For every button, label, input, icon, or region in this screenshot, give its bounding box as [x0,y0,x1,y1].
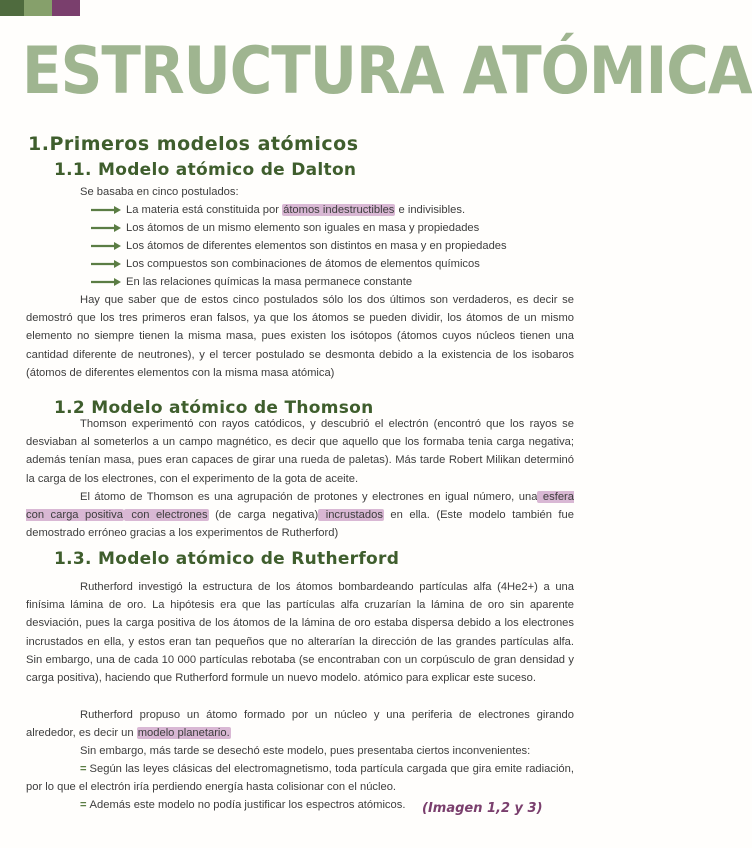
postulate-4-text: Los compuestos son combinaciones de átomos de elementos químicos [126,258,480,270]
dalton-intro: Se basaba en cinco postulados: [80,186,239,198]
postulate-1 [90,201,465,219]
page-title: ESTRUCTURA ATÓMICA [22,32,752,109]
thomson-paragraph-2: El átomo de Thomson es una agrupación de protones y electrones en igual número, una esfera con carga positiva con electrones (de carga negativa) incrustados en ella. (Este modelo también fue demostrado erróneo gracias a los experimentos de Rutherford) [26,491,574,540]
dash-bullet-icon: = [80,763,87,775]
postulate-3 [90,237,507,255]
arrow-icon [90,259,122,269]
corner-block-purple [52,0,80,16]
rutherford-item-2: = Además este modelo no podía justificar los espectros atómicos. [80,799,406,811]
rutherford-paragraph-3: Sin embargo, más tarde se desechó este modelo, pues presentaba ciertos inconvenientes: [80,745,531,757]
arrow-icon [90,277,122,287]
section-heading-1: 1.Primeros modelos atómicos [28,133,359,155]
highlight-modelo-planetario: modelo planetario. [137,727,230,740]
rutherford-item-1: = Según las leyes clásicas del electromagnetismo, toda partícula cargada que gira emite radiación, por lo que el electrón iría perdiendo energía hasta colisionar con el núcleo. [26,763,574,794]
section-heading-1-1: 1.1. Modelo atómico de Dalton [54,160,357,180]
postulate-1-text: La materia está constituida por átomos indestructibles e indivisibles. [126,204,466,216]
thomson-paragraph-1: Thomson experimentó con rayos catódicos, y descubrió el electrón (encontró que los rayos se desviaban al someterlos a un campo magnético, es decir que aquello que los formaba tenia carga negativa; además tenían masa, pues eran capaces de girar una rueda de paletas). Más tarde Robert Milikan determinó la carga de los electrones, con el experimento de la gota de aceite. [26,418,574,485]
postulate-5 [90,273,412,291]
arrow-icon [90,241,122,251]
image-reference: (Imagen 1,2 y 3) [422,801,543,816]
postulate-3-text: Los átomos de diferentes elementos son distintos en masa y en propiedades [126,240,507,252]
dash-bullet-icon: = [80,799,87,811]
postulate-5-text: En las relaciones químicas la masa permanece constante [126,276,413,288]
dalton-paragraph: Hay que saber que de estos cinco postulados sólo los dos últimos son verdaderos, es decir se demostró que los tres primeros eran falsos, ya que los átomos se pueden dividir, los átomos de un mismo elemento no siempre tienen la misma masa, pues existen los isótopos (átomos cuyos núcleos tienen una cantidad diferente de neutrones), y el tercer postulado se desmonta debido a la existencia de los isobaros (átomos de diferentes elementos con la misma masa atómica) [26,294,574,379]
corner-block-dark-green [0,0,24,16]
section-heading-1-2: 1.2 Modelo atómico de Thomson [54,398,374,418]
arrow-icon [90,205,122,215]
postulate-2-text: Los átomos de un mismo elemento son iguales en masa y propiedades [126,222,480,234]
postulate-4 [90,255,480,273]
highlight-electrones: con electrones [124,509,208,522]
highlight-esfera: esfera con carga positiva [26,491,574,522]
rutherford-paragraph-2: Rutherford propuso un átomo formado por un núcleo y una periferia de electrones girando alrededor, es decir un modelo planetario. [26,709,574,740]
highlight-atomos: átomos indestructibles [283,204,395,216]
section-heading-1-3: 1.3. Modelo atómico de Rutherford [54,549,400,569]
arrow-icon [90,223,122,233]
corner-block-light-green [24,0,52,16]
rutherford-paragraph-1: Rutherford investigó la estructura de los átomos bombardeando partículas alfa (4He2+) a una finísima lámina de oro. La hipótesis era que las partículas alfa cruzarían la lámina de oro sin aparente desviación, pues la carga positiva de los átomos de la lámina de oro estaba dispersa debido a los electrones incrustados en ella, y estos eran tan pequeños que no alterarían la dirección de las grandes partículas alfa. Sin embargo, una de cada 10 000 partículas rebotaba (se encontraban con un corpúsculo de gran densidad y carga positiva), haciendo que Rutherford formule un nuevo modelo. atómico para explicar este suceso. [26,581,574,685]
postulate-2 [90,219,479,237]
highlight-incrustados: incrustados [319,509,383,522]
